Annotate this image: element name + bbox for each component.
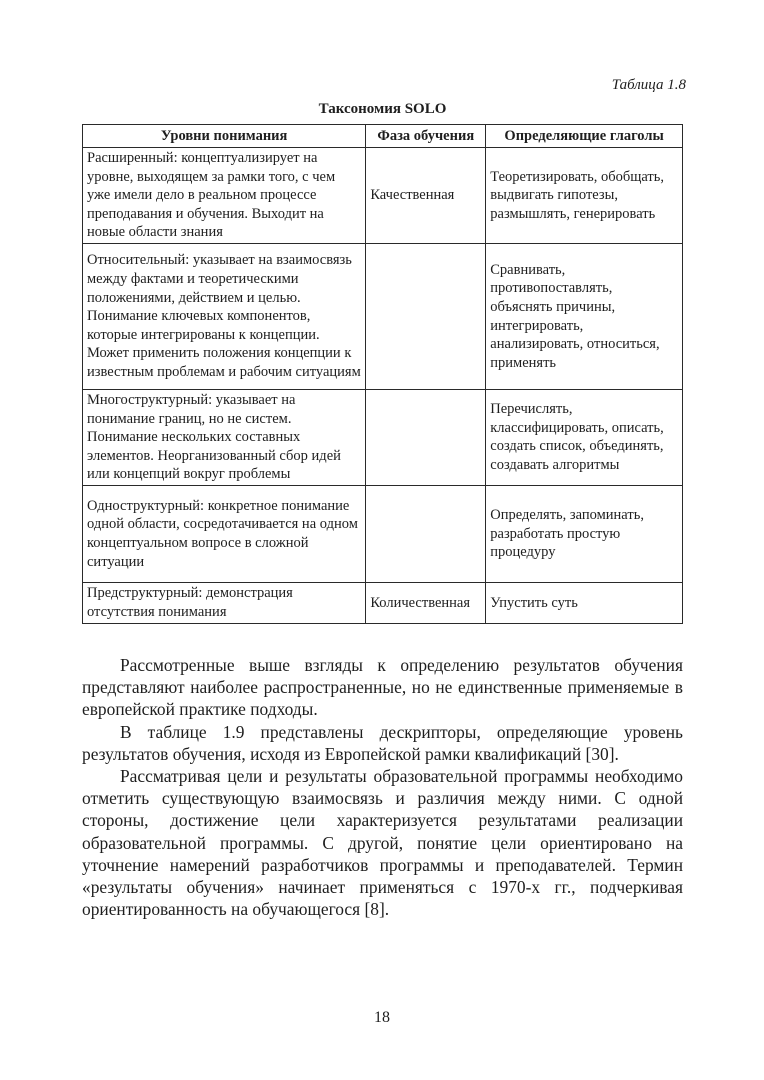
cell-level: Относительный: указывает на взаимосвязь между фактами и теоретическими положениями, действием и целью. Понимание ключевых компонентов, которые интегрированы к концепции. Может применить положения концепции к известным проблемам и рабочим ситуациям — [83, 244, 366, 390]
cell-level: Расширенный: концептуализирует на уровне, выходящем за рамки того, с чем уже имели дело в реальном процессе преподавания и обучения. Выходит на новые области знания — [83, 148, 366, 244]
cell-phase — [366, 485, 486, 582]
cell-verbs: Перечислять, классифицировать, описать, создать список, объединять, создавать алгоритмы — [486, 390, 683, 486]
table-row — [83, 582, 683, 623]
header-phase: Фаза обучения — [366, 125, 486, 148]
table-row — [83, 390, 683, 486]
header-levels: Уровни понимания — [83, 125, 366, 148]
paragraph: В таблице 1.9 представлены дескрипторы, определяющие уровень результатов обучения, исходя из Европейской рамки квалификаций [30]. — [82, 721, 683, 764]
cell-phase — [366, 390, 486, 486]
page-number: 18 — [374, 1009, 390, 1026]
table-caption: Таблица 1.8 — [611, 77, 686, 93]
table-title: Таксономия SOLO — [318, 101, 447, 117]
table-row — [83, 485, 683, 582]
table-header-row — [83, 125, 683, 148]
paragraph: Рассмотренные выше взгляды к определению результатов обучения представляют наиболее распространенные, но не единственные применяемые в европейской практике подходы. — [82, 655, 683, 720]
cell-verbs: Определять, запоминать, разработать простую процедуру — [486, 485, 683, 582]
paragraph: Рассматривая цели и результаты образовательной программы необходимо отметить существующую взаимосвязь и различия между ними. С одной стороны, достижение цели характеризуется результатами реализации образовательной программы. С другой, понятие цели ориентировано на уточнение намерений разработчиков программы и преподавателей. Термин «результаты обучения» начинает применяться с 1970-х гг., подчеркивая ориентированность на обучающегося [8]. — [82, 766, 683, 920]
cell-verbs: Сравнивать, противопоставлять, объяснять причины, интегрировать, анализировать, относиться, применять — [486, 244, 683, 390]
solo-taxonomy-table — [82, 124, 683, 624]
cell-phase — [366, 244, 486, 390]
header-verbs: Определяющие глаголы — [486, 125, 683, 148]
table-row — [83, 148, 683, 244]
cell-level: Одноструктурный: конкретное понимание одной области, сосредотачивается на одном концептуальном вопросе в сложной ситуации — [83, 485, 366, 582]
cell-phase: Количественная — [366, 582, 486, 623]
cell-phase: Качественная — [366, 148, 486, 244]
body-text — [82, 654, 683, 920]
cell-verbs: Теоретизировать, обобщать, выдвигать гипотезы, размышлять, генерировать — [486, 148, 683, 244]
cell-verbs: Упустить суть — [486, 582, 683, 623]
cell-level: Многоструктурный: указывает на понимание границ, но не систем. Понимание нескольких составных элементов. Неорганизованный сбор идей или концепций вокруг проблемы — [83, 390, 366, 486]
table-row — [83, 244, 683, 390]
cell-level: Предструктурный: демонстрация отсутствия понимания — [83, 582, 366, 623]
